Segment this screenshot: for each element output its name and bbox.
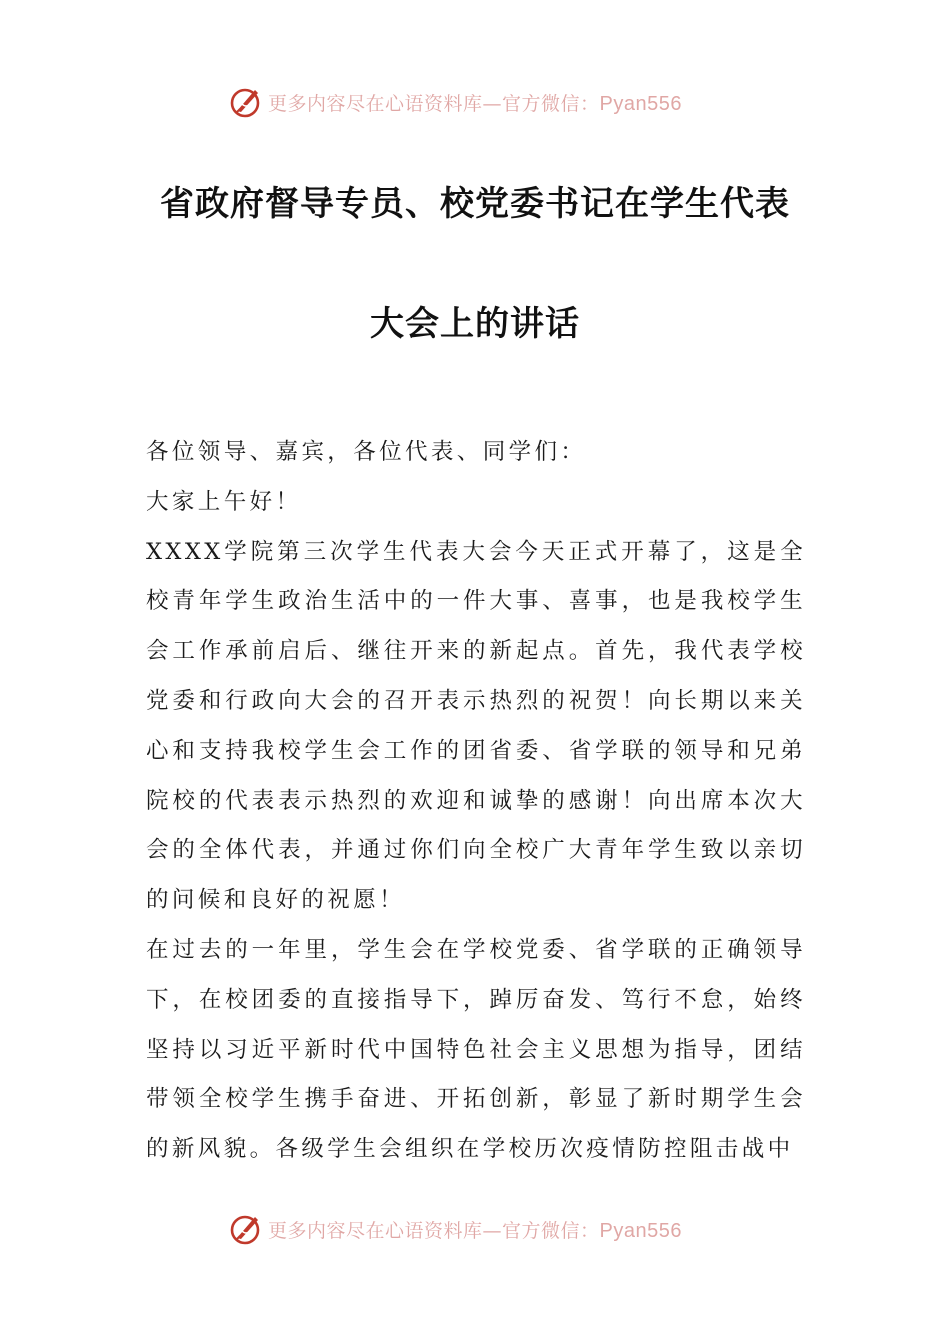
watermark-banner-top xyxy=(228,82,682,122)
document-body xyxy=(146,428,806,1175)
watermark-banner-bottom xyxy=(228,1209,682,1249)
paragraph-1: XXXX学院第三次学生代表大会今天正式开幕了，这是全校青年学生政治生活中的一件大事、喜事，也是我校学生会工作承前启后、继往开来的新起点。首先，我代表学校党委和行政向大会的召开表示热烈的祝贺！向长期以来关心和支持我校学生会工作的团省委、省学联的领导和兄弟院校的代表表示热烈的欢迎和诚挚的感谢！向出席本次大会的全体代表，并通过你们向全校广大青年学生致以亲切的问候和良好的祝愿！ xyxy=(146,538,806,914)
watermark-wechat-id: Pyan556 xyxy=(599,92,682,115)
document-title-line2: 大会上的讲话 xyxy=(370,304,580,344)
quill-pen-logo-icon xyxy=(228,84,264,120)
paragraph-2: 在过去的一年里，学生会在学校党委、省学联的正确领导下，在校团委的直接指导下，踔厉奋发、笃行不怠，始终坚持以习近平新时代中国特色社会主义思想为指导，团结带领全校学生携手奋进、开拓创新，彰显了新时期学生会的新风貌。各级学生会组织在学校历次疫情防控阻击战中 xyxy=(146,936,806,1163)
watermark-text xyxy=(268,1216,682,1243)
document-title-line1: 省政府督导专员、校党委书记在学生代表 xyxy=(160,184,790,224)
quill-pen-logo-icon xyxy=(228,1211,264,1247)
watermark-wechat-id: Pyan556 xyxy=(599,1219,682,1242)
watermark-label: 更多内容尽在心语资料库—官方微信： xyxy=(268,1219,600,1242)
watermark-label: 更多内容尽在心语资料库—官方微信： xyxy=(268,92,600,115)
greeting: 大家上午好！ xyxy=(146,488,302,515)
salutation: 各位领导、嘉宾，各位代表、同学们： xyxy=(146,439,587,465)
watermark-text xyxy=(268,89,682,116)
